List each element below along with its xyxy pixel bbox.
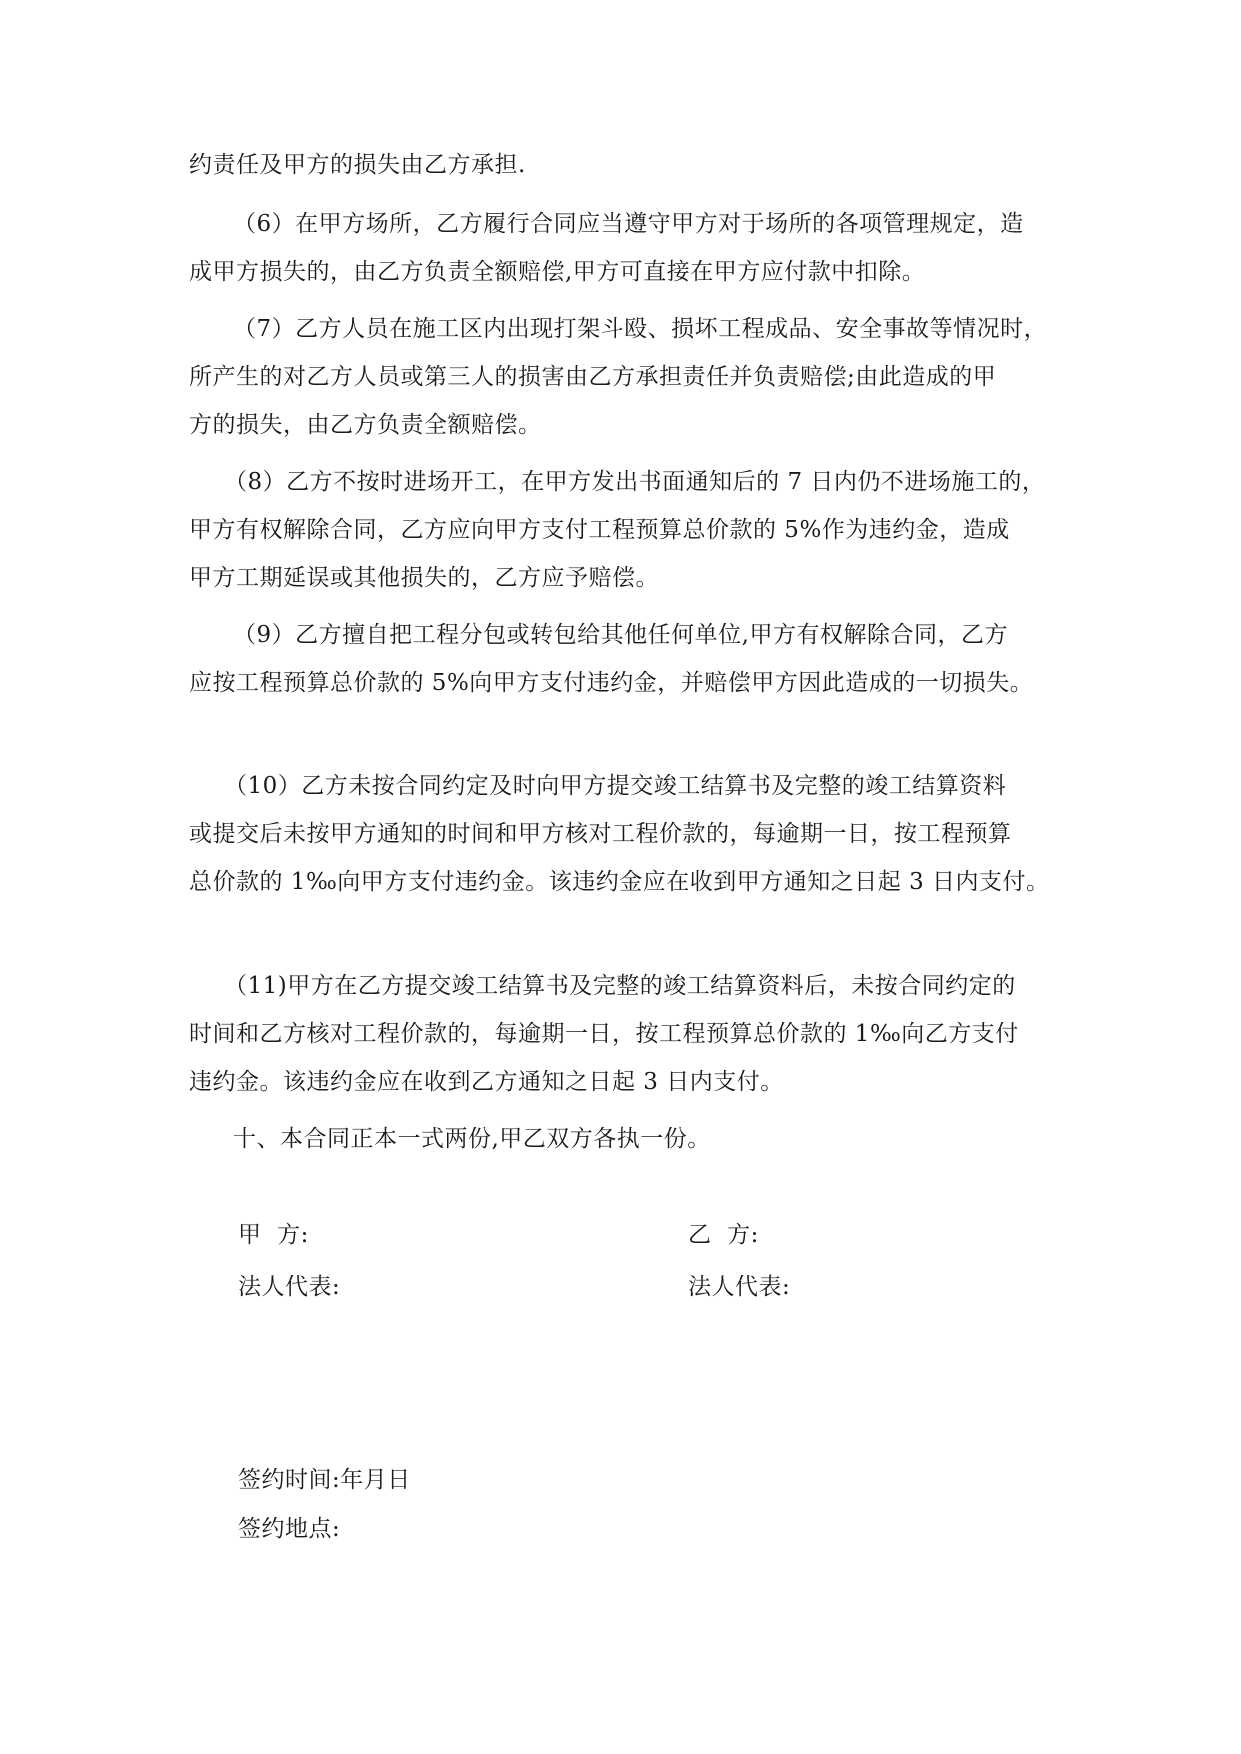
party-a-label: 甲 方: (238, 1222, 309, 1248)
clause-11-line-1: （11)甲方在乙方提交竣工结算书及完整的竣工结算资料后，未按合同约定的 (224, 973, 1016, 999)
clause-10-line-2: 或提交后未按甲方通知的时间和甲方核对工程价款的，每逾期一日，按工程预算 (189, 821, 1012, 847)
clause-7-line-3: 方的损失，由乙方负责全额赔偿。 (189, 412, 542, 438)
legal-rep-b-label: 法人代表: (688, 1274, 791, 1300)
clause-6-line-1: （6）在甲方场所，乙方履行合同应当遵守甲方对于场所的各项管理规定，造 (233, 211, 1024, 237)
party-b-label: 乙 方: (688, 1222, 759, 1248)
clause-11-line-2: 时间和乙方核对工程价款的，每逾期一日，按工程预算总价款的 1‰向乙方支付 (189, 1021, 1019, 1047)
clause-10-line-1: （10）乙方未按合同约定及时向甲方提交竣工结算书及完整的竣工结算资料 (224, 773, 1007, 799)
signing-time: 签约时间:年月日 (238, 1467, 411, 1493)
clause-9-line-2: 应按工程预算总价款的 5%向甲方支付违约金，并赔偿甲方因此造成的一切损失。 (189, 670, 1034, 696)
signing-place: 签约地点: (238, 1516, 341, 1542)
clause-10-line-3: 总价款的 1‰向甲方支付违约金。该违约金应在收到甲方通知之日起 3 日内支付。 (189, 869, 1050, 895)
clause-9-line-1: （9）乙方擅自把工程分包或转包给其他任何单位,甲方有权解除合同，乙方 (233, 622, 1008, 648)
clause-8-line-3: 甲方工期延误或其他损失的，乙方应予赔偿。 (189, 565, 659, 591)
paragraph-line: 约责任及甲方的损失由乙方承担. (189, 152, 526, 178)
clause-7-line-1: （7）乙方人员在施工区内出现打架斗殴、损坏工程成品、安全事故等情况时， (233, 316, 1048, 342)
clause-6-line-2: 成甲方损失的，由乙方负责全额赔偿,甲方可直接在甲方应付款中扣除。 (189, 259, 926, 285)
clause-7-line-2: 所产生的对乙方人员或第三人的损害由乙方承担责任并负责赔偿;由此造成的甲 (189, 364, 997, 390)
legal-rep-a-label: 法人代表: (238, 1274, 341, 1300)
clause-8-line-2: 甲方有权解除合同，乙方应向甲方支付工程预算总价款的 5%作为违约金，造成 (189, 517, 1010, 543)
clause-8-line-1: （8）乙方不按时进场开工，在甲方发出书面通知后的 7 日内仍不进场施工的， (224, 469, 1046, 495)
clause-11-line-3: 违约金。该违约金应在收到乙方通知之日起 3 日内支付。 (189, 1069, 784, 1095)
section-ten-line: 十、本合同正本一式两份,甲乙双方各执一份。 (233, 1126, 711, 1152)
